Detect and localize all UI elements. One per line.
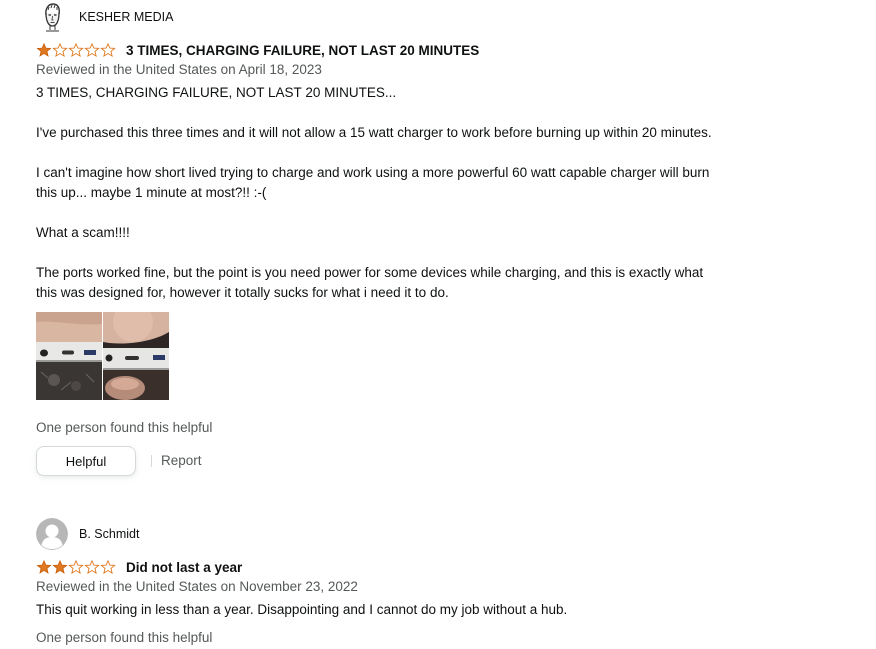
review-paragraph: I can't imagine how short lived trying to charge and work using a more powerful 60 watt capable charger will burn this up... maybe 1 minute at most?!! :-( [36,165,710,200]
star-filled-icon [52,560,68,574]
helpful-count: One person found this helpful [36,420,213,435]
default-user-avatar-icon[interactable] [36,518,68,550]
star-rating[interactable] [36,43,116,57]
helpful-button[interactable]: Helpful [36,446,136,476]
review-title-row [36,557,726,577]
star-filled-icon [36,560,52,574]
star-empty-icon [100,560,116,574]
action-divider [151,455,152,467]
sketch-portrait-avatar-icon[interactable] [36,1,68,33]
review-card [36,2,726,476]
review-paragraph: The ports worked fine, but the point is you need power for some devices while charging, and this is exactly what this was designed for, however it totally sucks for what i need it to do. [36,265,704,300]
review-body [36,83,726,303]
review-date: Reviewed in the United States on November 23, 2022 [36,579,358,594]
star-empty-icon [84,43,100,57]
star-empty-icon [52,43,68,57]
review-title-row [36,40,726,60]
review-image-thumbnail[interactable] [103,312,169,400]
reviewer-profile[interactable] [36,519,726,549]
review-images [36,312,726,400]
review-title[interactable]: 3 TIMES, CHARGING FAILURE, NOT LAST 20 MINUTES [126,42,480,58]
review-body [36,600,726,620]
helpful-count: One person found this helpful [36,630,213,645]
star-empty-icon [68,43,84,57]
review-date: Reviewed in the United States on April 18, 2023 [36,62,322,77]
reviewer-profile[interactable] [36,2,726,32]
star-empty-icon [100,43,116,57]
review-title[interactable]: Did not last a year [126,559,243,575]
review-actions [36,446,726,476]
report-link[interactable]: Report [161,452,202,468]
review-paragraph: I've purchased this three times and it will not allow a 15 watt charger to work before burning up within 20 minutes. [36,125,712,140]
reviewer-name[interactable]: KESHER MEDIA [79,10,174,24]
star-empty-icon [68,560,84,574]
star-empty-icon [84,560,100,574]
review-card [36,519,726,648]
review-paragraph: This quit working in less than a year. Disappointing and I cannot do my job without a hub. [36,602,568,617]
review-image-thumbnail[interactable] [36,312,102,400]
star-filled-icon [36,43,52,57]
review-paragraph: 3 TIMES, CHARGING FAILURE, NOT LAST 20 MINUTES... [36,85,397,100]
reviewer-name[interactable]: B. Schmidt [79,527,140,541]
review-paragraph: What a scam!!!! [36,225,130,240]
star-rating[interactable] [36,560,116,574]
